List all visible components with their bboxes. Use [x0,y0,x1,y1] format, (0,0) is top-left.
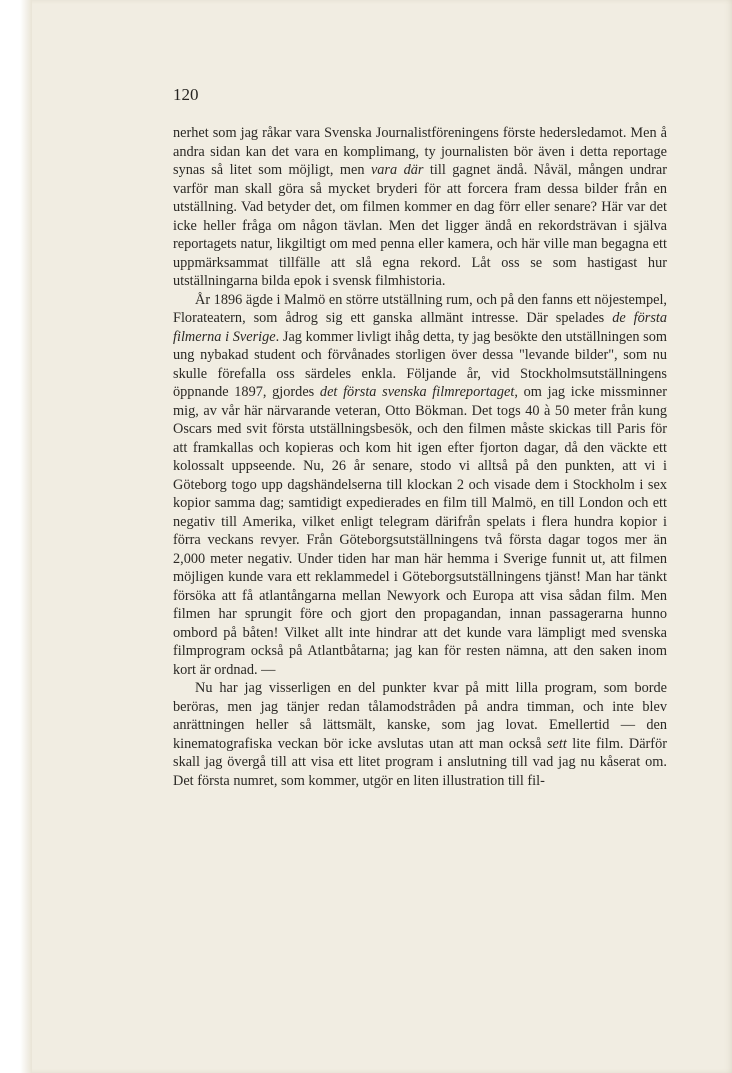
page-number: 120 [173,85,199,104]
text-span: nerhet som jag råkar vara Svenska Journalistföreningens förste hedersledamot. Men å andra sidan kan det vara en komplimang, ty journalisten bör även i detta reportage synas så litet som möjligt, men [173,125,667,178]
italic-span: de första filmerna i Sverige [173,310,667,345]
italic-span: det första svenska filmreportaget [319,384,515,400]
text-span: lite film. Därför skall jag övergå till att visa ett litet program i anslutning till vad jag nu kåserat om. Det första numret, som kommer, utgör en liten illustration till fil- [173,735,667,789]
italic-span: vara där [370,162,424,178]
text-span: Nu har jag visserligen en del punkter kvar på mitt lilla program, som borde beröras, men jag tänjer redan tålamodstråden på andra timman, och inte blev anrättningen heller så lättsmält, kanske, som jag lovat. Emellertid — den kinematografiska veckan bör icke avslutas utan att man också [173,680,667,752]
body-text [173,124,667,790]
italic-span: sett [546,735,567,752]
text-span: , om jag icke missminner mig, av vår här närvarande veteran, Otto Bökman. Det togs 40 à 50 meter från kung Oscars med svit första utställningsbesök, och den filmen måste skickas till Paris för att framkallas och kopieras och kom hit igen efter fjorton dagar, då den väckte ett kolossalt uppseende. Nu, 26 år senare, stodo vi alltså på den punkten, att vi i Göteborg togo upp dagshändelserna till klockan 2 och visade dem i Stockholm i sex kopior samma dag; samtidigt expedierades en film till Malmö, en till London och ett negativ till Amerika, vilket enligt telegram därifrån spelats i flera hundra kopior i förra veckans revyer. Från Göteborgsutställningens två första dagar togos mer än 2,000 meter negativ. Under tiden har man här hemma i Sverige funnit ut, att filmen möjligen kunde vara ett reklammedel i Göteborgsutställningens tjänst! Man har tänkt försöka att få atlantångarna mellan Newyork och Europa att visa sådan film. Men filmen har sprungit före och gjort den propagandan, innan passagerarna hunno ombord på båten! Vilket allt inte hindrar att det kunde vara lämpligt med svenska filmprogram också på Atlantbåtarna; jag kan för resten nämna, att den saken inom kort är ordnad. — [173,384,667,678]
text-span: År 1896 ägde i Malmö en större utställning rum, och på den fanns ett nöjestempel, Florateatern, som ådrog sig ett ganska allmänt intresse. Där spelades [173,291,667,326]
text-span: till gagnet ändå. Nåväl, mången undrar varför man skall göra så mycket bryderi för att forcera fram dessa bilder från en utställning. Vad betyder det, om filmen kommer en dag förr eller senare? Här var det icke heller fråga om någon tävlan. Men det ligger ändå en rekordsträvan i själva reportagets natur, likgiltigt om med penna eller kamera, och här ville man begagna ett uppmärksammat tillfälle att slå egna rekord. Låt oss se som hastigast hur utställningarna bilda epok i svensk filmhistoria. [173,162,667,289]
paragraph [173,291,667,680]
paragraph [173,679,667,790]
text-span: . Jag kommer livligt ihåg detta, ty jag besökte den utställningen som ung nybakad student och förvånades storligen över dessa "levande bilder", som nu skulle förefalla oss särdeles enkla. Följande år, vid Stockholmsutställningens öppnande 1897, gjordes [173,328,667,400]
page-gutter [0,0,32,1073]
paragraph [173,124,667,291]
